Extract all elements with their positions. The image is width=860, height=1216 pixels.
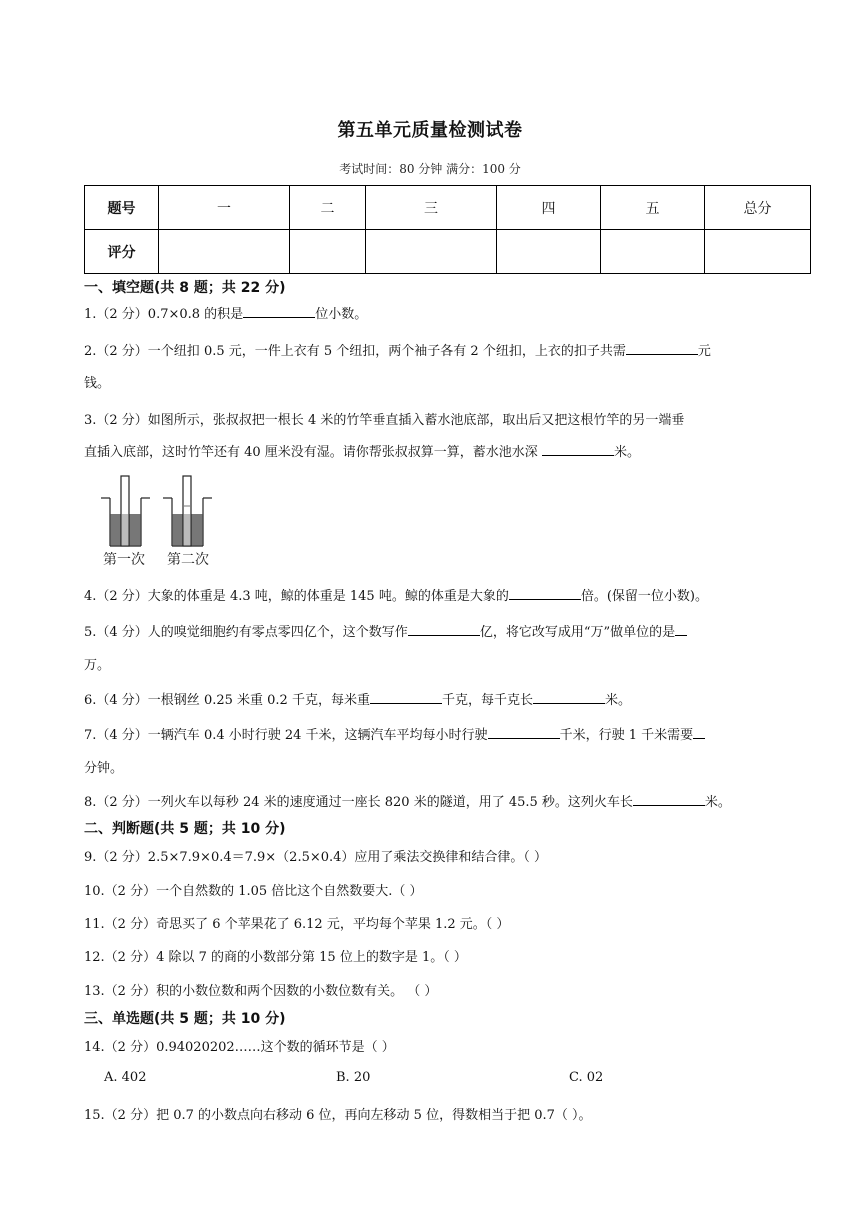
question-2-cont: 钱。 <box>84 376 111 391</box>
answer-blank[interactable] <box>243 305 315 318</box>
option-a[interactable]: A. 402 <box>104 1070 147 1085</box>
answer-blank[interactable] <box>370 691 442 704</box>
question-8 <box>84 791 731 810</box>
option-c[interactable]: C. 02 <box>569 1070 604 1085</box>
question-1 <box>84 303 367 322</box>
question-text: 8.（2 分）一列火车以每秒 24 米的速度通过一座长 820 米的隧道，用了 45.5 秒。这列火车长 <box>84 795 633 810</box>
header-cell: 五 <box>601 186 705 230</box>
question-text: 4.（2 分）大象的体重是 4.3 吨，鲸的体重是 145 吨。鲸的体重是大象的 <box>84 589 509 604</box>
score-cell[interactable] <box>366 230 497 274</box>
question-3-cont <box>84 441 640 460</box>
question-text: 米。 <box>613 445 640 460</box>
bamboo-pole-figure <box>97 472 227 572</box>
tank-second <box>163 476 212 546</box>
score-cell[interactable] <box>290 230 366 274</box>
question-text: 倍。(保留一位小数)。 <box>580 589 708 604</box>
score-cell[interactable] <box>497 230 601 274</box>
question-2 <box>84 340 711 359</box>
question-text: 5.（4 分）人的嗅觉细胞约有零点零四亿个，这个数写作 <box>84 625 408 640</box>
question-text: 米。 <box>704 795 731 810</box>
question-5-cont: 万。 <box>84 658 111 673</box>
question-text: 千米，行驶 1 千米需要 <box>559 728 694 743</box>
question-7 <box>84 724 705 743</box>
exam-info: 考试时间：80 分钟 满分：100 分 <box>339 162 521 176</box>
question-text: 7.（4 分）一辆汽车 0.4 小时行驶 24 千米，这辆汽车平均每小时行驶 <box>84 728 488 743</box>
question-13: 13.（2 分）积的小数位数和两个因数的小数位数有关。 （ ） <box>84 984 438 999</box>
answer-blank[interactable] <box>542 443 614 456</box>
question-text: 1.（2 分）0.7×0.8 的积是 <box>84 307 244 322</box>
row-label: 评分 <box>85 230 159 274</box>
question-text: 千克，每千克长 <box>441 693 533 708</box>
section-heading-single-choice: 三、单选题(共 5 题；共 10 分) <box>84 1011 286 1027</box>
header-cell: 二 <box>290 186 366 230</box>
score-table <box>84 185 811 274</box>
answer-blank[interactable] <box>509 587 581 600</box>
question-15: 15.（2 分）把 0.7 的小数点向右移动 6 位，再向左移动 5 位，得数相当于把 0.7（ ）。 <box>84 1108 592 1123</box>
answer-blank[interactable] <box>488 726 560 739</box>
score-cell[interactable] <box>705 230 811 274</box>
header-cell: 题号 <box>85 186 159 230</box>
answer-blank[interactable] <box>675 623 687 636</box>
question-10: 10.（2 分）一个自然数的 1.05 倍比这个自然数要大.（ ） <box>84 884 423 899</box>
question-text: 亿，将它改写成用“万”做单位的是 <box>479 625 676 640</box>
tank-first <box>101 476 150 546</box>
section-heading-fill-in: 一、填空题(共 8 题；共 22 分) <box>84 280 286 296</box>
question-text: 位小数。 <box>315 307 368 322</box>
header-cell: 总分 <box>705 186 811 230</box>
option-b[interactable]: B. 20 <box>336 1070 371 1085</box>
question-11: 11.（2 分）奇思买了 6 个苹果花了 6.12 元，平均每个苹果 1.2 元。（ ） <box>84 917 510 932</box>
question-text: 米。 <box>604 693 631 708</box>
answer-blank[interactable] <box>408 623 480 636</box>
question-3: 3.（2 分）如图所示，张叔叔把一根长 4 米的竹竿垂直插入蓄水池底部，取出后又把这根竹竿的另一端垂 <box>84 413 685 428</box>
question-text: 2.（2 分）一个纽扣 0.5 元，一件上衣有 5 个纽扣，两个袖子各有 2 个纽扣，上衣的扣子共需 <box>84 344 626 359</box>
section-heading-true-false: 二、判断题(共 5 题；共 10 分) <box>84 821 286 837</box>
header-cell: 三 <box>366 186 497 230</box>
question-9: 9.（2 分）2.5×7.9×0.4＝7.9×（2.5×0.4）应用了乘法交换律和结合律。（ ） <box>84 850 548 865</box>
answer-blank[interactable] <box>693 726 705 739</box>
question-text: 直插入底部，这时竹竿还有 40 厘米没有湿。请你帮张叔叔算一算，蓄水池水深 <box>84 445 542 460</box>
header-cell: 四 <box>497 186 601 230</box>
header-cell: 一 <box>159 186 290 230</box>
question-7-cont: 分钟。 <box>84 761 124 776</box>
question-12: 12.（2 分）4 除以 7 的商的小数部分第 15 位上的数字是 1。（ ） <box>84 950 467 965</box>
figure-label-second: 第二次 <box>167 552 209 568</box>
question-text: 元 <box>697 344 711 359</box>
score-cell[interactable] <box>159 230 290 274</box>
question-5 <box>84 621 687 640</box>
score-table-header-row <box>85 186 811 230</box>
answer-blank[interactable] <box>626 342 698 355</box>
answer-blank[interactable] <box>533 691 605 704</box>
figure-label-first: 第一次 <box>103 552 145 568</box>
question-6 <box>84 689 631 708</box>
question-text: 6.（4 分）一根钢丝 0.25 米重 0.2 千克，每米重 <box>84 693 370 708</box>
question-14: 14.（2 分）0.94020202……这个数的循环节是（ ） <box>84 1040 395 1055</box>
page-title: 第五单元质量检测试卷 <box>337 120 523 141</box>
score-table-score-row <box>85 230 811 274</box>
question-4 <box>84 585 708 604</box>
answer-blank[interactable] <box>633 793 705 806</box>
score-cell[interactable] <box>601 230 705 274</box>
